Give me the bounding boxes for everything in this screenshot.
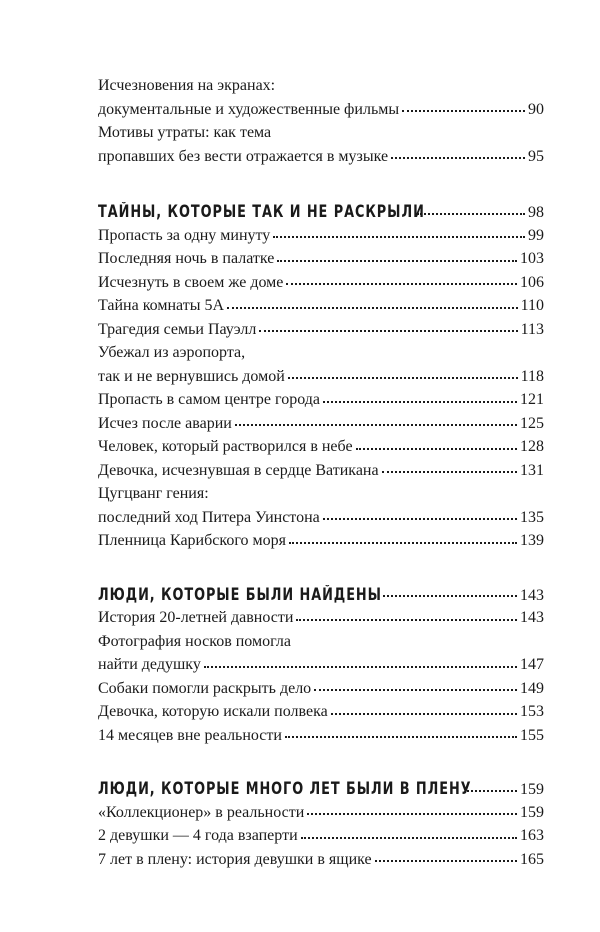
- dot-leader: [356, 447, 517, 450]
- toc-entry: [98, 529, 544, 553]
- dot-leader: [402, 109, 525, 112]
- toc-page-number: 113: [520, 320, 544, 338]
- toc-entry-title: Последняя ночь в палатке: [98, 250, 275, 267]
- toc-page-number: 147: [520, 656, 544, 673]
- toc-entry-title: Исчез после аварии: [98, 414, 232, 432]
- toc-entry-title: Мотивы утраты: как тема: [98, 124, 272, 141]
- toc-section: [98, 777, 544, 871]
- toc-page-number: 95: [528, 147, 544, 165]
- toc-entry-title: Собаки помогли раскрыть дело: [98, 679, 312, 697]
- dot-leader: [227, 306, 518, 309]
- toc-page-number: 135: [520, 508, 544, 526]
- toc-entry: [98, 294, 544, 318]
- dot-leader: [286, 282, 517, 285]
- toc-entry-title: Исчезнуть в своем же доме: [98, 273, 284, 291]
- dot-leader: [383, 594, 517, 597]
- toc-entry: [98, 388, 544, 412]
- toc-page-number: 143: [520, 609, 544, 626]
- toc-entry: [98, 412, 544, 436]
- toc-entry-title: пропавших без вести отражается в музыке: [98, 147, 389, 165]
- toc-page-number: 131: [520, 461, 544, 479]
- toc-entry: [98, 459, 544, 483]
- table-of-contents: [98, 74, 544, 871]
- section-heading-row: [98, 200, 544, 224]
- toc-entry: [98, 700, 544, 724]
- dot-leader: [273, 235, 525, 238]
- dot-leader: [323, 400, 517, 403]
- toc-entry-title: Девочка, исчезнувшая в сердце Ватикана: [98, 461, 379, 479]
- dot-leader: [277, 259, 517, 262]
- dot-leader: [289, 541, 517, 544]
- dot-leader: [375, 859, 517, 862]
- toc-entry: [98, 724, 544, 748]
- toc-entry-title: документальные и художественные фильмы: [98, 100, 400, 118]
- toc-page-number: 165: [520, 850, 544, 868]
- dot-leader: [314, 688, 517, 691]
- toc-entry-title: Трагедия семьи Пауэлл: [98, 320, 257, 338]
- section-heading-row: [98, 583, 544, 607]
- toc-entry-title: Исчезновения на экранах:: [98, 77, 276, 94]
- toc-entry: [98, 365, 544, 389]
- toc-page-number: 99: [528, 226, 544, 244]
- toc-entry-title: так и не вернувшись домой: [98, 367, 285, 385]
- toc-page-number: 103: [520, 250, 544, 267]
- toc-entry-title: последний ход Питера Уинстона: [98, 508, 320, 526]
- toc-entry: [98, 506, 544, 530]
- toc-entry-title: 14 месяцев вне реальности: [98, 726, 282, 744]
- toc-entry-title: Цугцванг гения:: [98, 485, 209, 502]
- dot-leader: [323, 517, 517, 520]
- toc-entry: [98, 247, 544, 271]
- toc-page-number: 143: [520, 586, 544, 604]
- section-heading: ЛЮДИ, КОТОРЫЕ БЫЛИ НАЙДЕНЫ: [98, 584, 382, 604]
- toc-entry: [98, 271, 544, 295]
- toc-entry-title: Пленница Карибского моря: [98, 532, 286, 549]
- toc-section: [98, 583, 544, 748]
- toc-page-number: 118: [520, 367, 544, 385]
- dot-leader: [467, 789, 517, 792]
- dot-leader: [391, 156, 525, 159]
- toc-entry-title: Фотография носков помогла: [98, 632, 291, 650]
- dot-leader: [417, 212, 525, 215]
- toc-page-number: 159: [520, 781, 544, 798]
- dot-leader: [331, 712, 517, 715]
- dot-leader: [204, 665, 517, 668]
- dot-leader: [288, 376, 518, 379]
- toc-entry-title: Пропасть в самом центре города: [98, 391, 320, 408]
- toc-entry: [98, 318, 544, 342]
- toc-entry: [98, 801, 544, 825]
- toc-page-number: 163: [520, 827, 544, 844]
- toc-entry: [98, 824, 544, 848]
- toc-entry-title: 7 лет в плену: история девушки в ящике: [98, 850, 372, 868]
- toc-page-number: 121: [520, 391, 544, 408]
- toc-page-number: 153: [520, 703, 544, 720]
- toc-page-number: 90: [528, 100, 544, 118]
- toc-page-number: 98: [528, 204, 544, 221]
- toc-entry: [98, 435, 544, 459]
- toc-entry-title: Девочка, которую искали полвека: [98, 703, 328, 720]
- dot-leader: [382, 470, 517, 473]
- toc-entry: [98, 848, 544, 872]
- section-heading: ЛЮДИ, КОТОРЫЕ МНОГО ЛЕТ БЫЛИ В ПЛЕНУ: [98, 779, 472, 798]
- section-heading-row: [98, 777, 544, 801]
- toc-page-number: 106: [520, 273, 544, 291]
- toc-page-number: 128: [520, 438, 544, 455]
- toc-page-number: 149: [520, 679, 544, 697]
- toc-entry-title: «Коллекционер» в реальности: [98, 803, 305, 821]
- toc-entry-title: Убежал из аэропорта,: [98, 344, 246, 361]
- dot-leader: [301, 836, 517, 839]
- toc-entry-title: Пропасть за одну минуту: [98, 226, 271, 244]
- toc-page-number: 110: [520, 297, 544, 314]
- dot-leader: [235, 423, 517, 426]
- toc-entry-title: Человек, который растворился в небе: [98, 438, 353, 455]
- toc-entry-title: Тайна комнаты 5А: [98, 297, 225, 314]
- toc-page-number: 125: [520, 414, 544, 432]
- toc-entry-title: История 20-летней давности: [98, 609, 294, 626]
- toc-entry: [98, 677, 544, 701]
- toc-page-number: 159: [520, 803, 544, 821]
- toc-page-number: 139: [520, 532, 544, 549]
- section-heading: ТАЙНЫ, КОТОРЫЕ ТАК И НЕ РАСКРЫЛИ: [98, 202, 425, 221]
- toc-intro: [98, 74, 544, 168]
- toc-section: [98, 200, 544, 553]
- toc-entry: [98, 98, 544, 122]
- dot-leader: [296, 618, 517, 621]
- toc-entry-title: найти дедушку: [98, 656, 201, 673]
- toc-entry-title: 2 девушки — 4 года взаперти: [98, 827, 298, 844]
- toc-page-number: 155: [520, 726, 544, 744]
- dot-leader: [285, 735, 517, 738]
- toc-entry: [98, 606, 544, 630]
- toc-entry: [98, 224, 544, 248]
- toc-entry: [98, 145, 544, 169]
- dot-leader: [259, 329, 517, 332]
- dot-leader: [307, 812, 517, 815]
- toc-entry: [98, 653, 544, 677]
